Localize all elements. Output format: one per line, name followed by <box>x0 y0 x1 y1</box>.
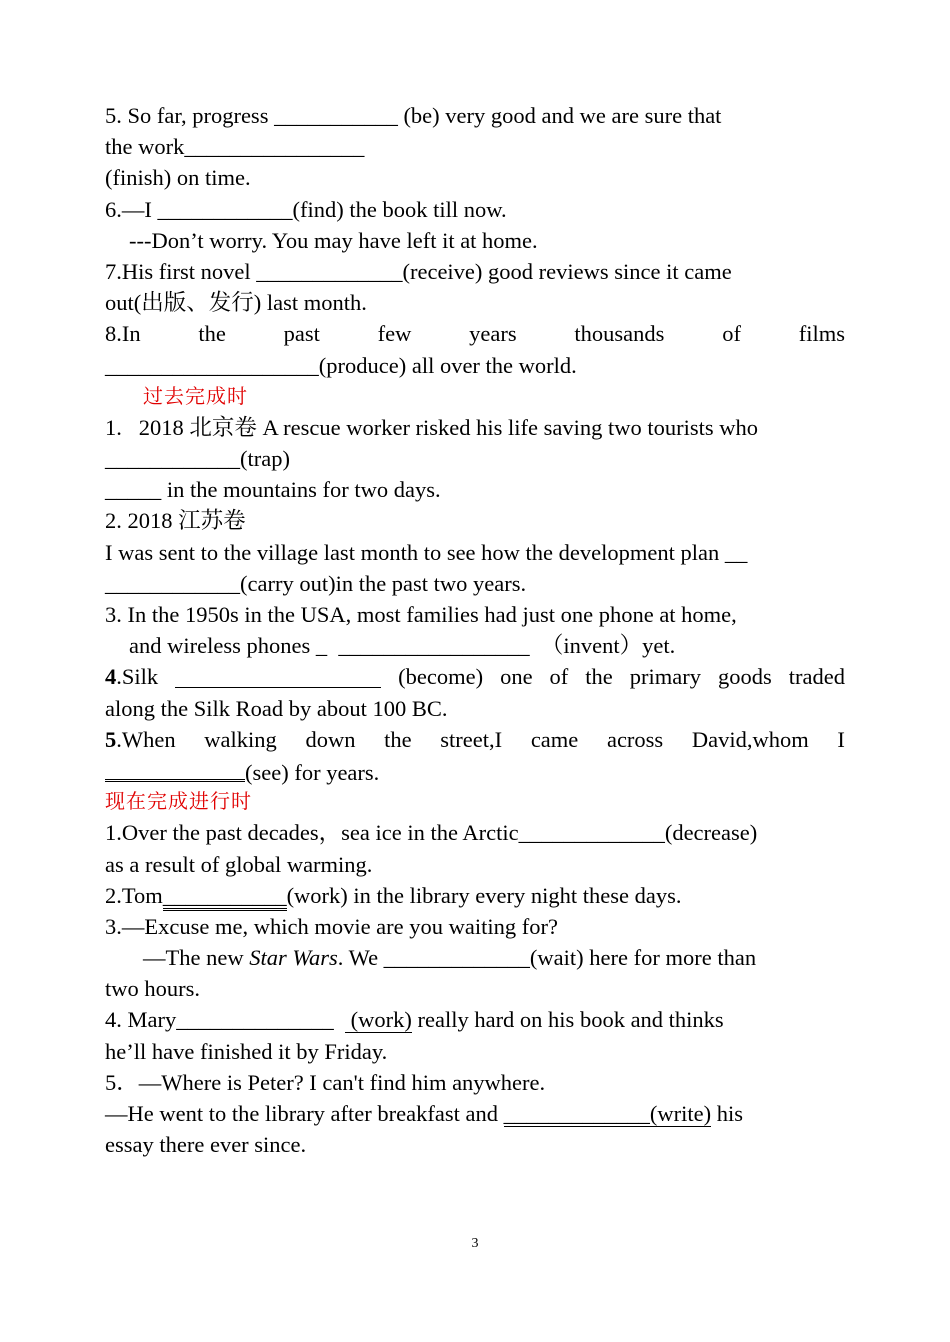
ppc-q3-line2 <box>105 942 845 973</box>
pp-q5-word: came <box>530 726 579 752</box>
q8-line1 <box>105 318 845 349</box>
ppc-q5-blank[interactable]: _____________(write) <box>503 1101 712 1126</box>
ppc-q2-text-b: (work) in the library every night these days. <box>286 882 682 908</box>
q5-line1: 5. So far, progress ___________ (be) very good and we are sure that <box>105 103 722 128</box>
ppc-q5-text-a: —He went to the library after breakfast and <box>105 1101 504 1126</box>
pp-q4-word: goods <box>717 664 772 690</box>
ppc-q4-work[interactable]: (work) <box>345 1007 412 1033</box>
pp-q5-line2 <box>105 755 845 786</box>
pp-q5-line1 <box>105 724 845 755</box>
pp-q4-word: primary <box>629 664 701 690</box>
ppc-q2-blank[interactable]: ___________ <box>163 883 287 911</box>
q6-line1: 6.—I ____________(find) the book till now. <box>105 196 507 222</box>
q5-line2: the work________________ <box>105 134 365 160</box>
pp-q5-word: .When <box>116 726 176 752</box>
ppc-q3-title: Star Wars <box>249 945 338 971</box>
ppc-q4-text-a: 4. Mary______________ <box>105 1007 345 1033</box>
pp-q4-word: (become) <box>398 664 484 690</box>
ppc-q2-line1 <box>105 880 845 911</box>
q5-line3: (finish) on time. <box>105 165 251 191</box>
ppc-q1-line2: as a result of global warming. <box>105 851 373 877</box>
q8-word: years <box>469 321 517 347</box>
pp-q3-text-a: and wireless phones _ _ <box>129 633 350 659</box>
pp-q2-line3: ____________(carry out)in the past two years. <box>105 570 527 596</box>
ppc-q4-text-b: really hard on his book and thinks <box>411 1007 724 1033</box>
ppc-q5-line3: essay there ever since. <box>105 1132 307 1158</box>
pp-q5-word: the <box>384 726 412 752</box>
pp-q5-word: I <box>837 726 845 752</box>
ppc-q5-text-b: his <box>711 1101 743 1126</box>
pp-q4-word: one <box>500 664 533 690</box>
ppc-q2-text-a: 2.Tom <box>105 882 163 908</box>
pp-q1-line2: ____________(trap) <box>105 446 290 472</box>
pp-q3-text-b: （invent）yet. <box>529 633 676 659</box>
worksheet-page <box>105 100 845 1160</box>
pp-q5-start <box>105 724 176 755</box>
ppc-q5-line2 <box>105 1098 845 1129</box>
ppc-q4-line1 <box>105 1004 845 1035</box>
ppc-q4-line2: he’ll have finished it by Friday. <box>105 1038 388 1064</box>
section-heading-past-perfect: 过去完成时 <box>143 383 248 408</box>
ppc-q3-line3: two hours. <box>105 976 200 1002</box>
ppc-q3-text-b: . We _____________(wait) here for more than <box>337 945 757 971</box>
pp-q4-word: traded <box>788 664 845 690</box>
pp-q5-number: 5 <box>105 726 117 752</box>
ppc-q1-line1: 1.Over the past decades，sea ice in the Arctic_____________(decrease) <box>105 820 758 846</box>
pp-q1-line1: 1. 2018 北京卷 A rescue worker risked his life saving two tourists who <box>105 414 759 440</box>
q8-word: the <box>198 321 226 347</box>
pp-q4-blank[interactable] <box>175 661 381 688</box>
pp-q2-line1: 2. 2018 江苏卷 <box>105 508 246 534</box>
q7-line1: 7.His first novel _____________(receive) good reviews since it came <box>105 258 732 284</box>
pp-q5-text: (see) for years. <box>245 759 380 785</box>
q8-word: of <box>722 321 741 347</box>
q8-word: past <box>283 321 320 347</box>
pp-q2-line2: I was sent to the village last month to see how the development plan __ <box>105 539 748 565</box>
pp-q5-word: down <box>305 726 356 752</box>
pp-q4-line2: along the Silk Road by about 100 BC. <box>105 695 448 721</box>
pp-q5-word: street,I <box>440 726 503 752</box>
pp-q5-word: across <box>606 726 664 752</box>
section-heading-present-perfect-continuous: 现在完成进行时 <box>105 789 252 814</box>
ppc-q3-text-a: —The new <box>143 945 250 971</box>
q8-line2: ___________________(produce) all over the world. <box>105 352 577 378</box>
page-number: 3 <box>471 1236 479 1251</box>
q6-line2: ---Don’t worry. You may have left it at home. <box>129 227 538 253</box>
pp-q1-line3: _____ in the mountains for two days. <box>105 477 441 503</box>
pp-q4-word: of <box>549 664 569 690</box>
pp-q5-word: walking <box>204 726 277 752</box>
pp-q4-start <box>105 661 158 692</box>
pp-q3-blank[interactable]: ________________ <box>349 633 530 659</box>
q7-line2: out(出版、发行) last month. <box>105 290 367 316</box>
q8-word: few <box>377 321 412 347</box>
pp-q3-line1: 3. In the 1950s in the USA, most families had just one phone at home, <box>105 602 737 627</box>
ppc-q3-line1: 3.—Excuse me, which movie are you waiting for? <box>105 913 558 939</box>
pp-q4-word: .Silk <box>116 664 159 690</box>
q8-word: 8.In <box>105 321 141 347</box>
ppc-q5-line1: 5．—Where is Peter? I can't find him anywhere. <box>105 1069 546 1095</box>
pp-q4-word: the <box>585 664 613 690</box>
pp-q5-word: David,whom <box>691 726 809 752</box>
pp-q5-blank[interactable] <box>105 755 245 782</box>
pp-q3-line2 <box>105 630 845 661</box>
q8-word: thousands <box>574 321 665 347</box>
q8-word: films <box>798 321 845 347</box>
pp-q4-number: 4 <box>105 664 117 690</box>
pp-q4-line1 <box>105 661 845 692</box>
